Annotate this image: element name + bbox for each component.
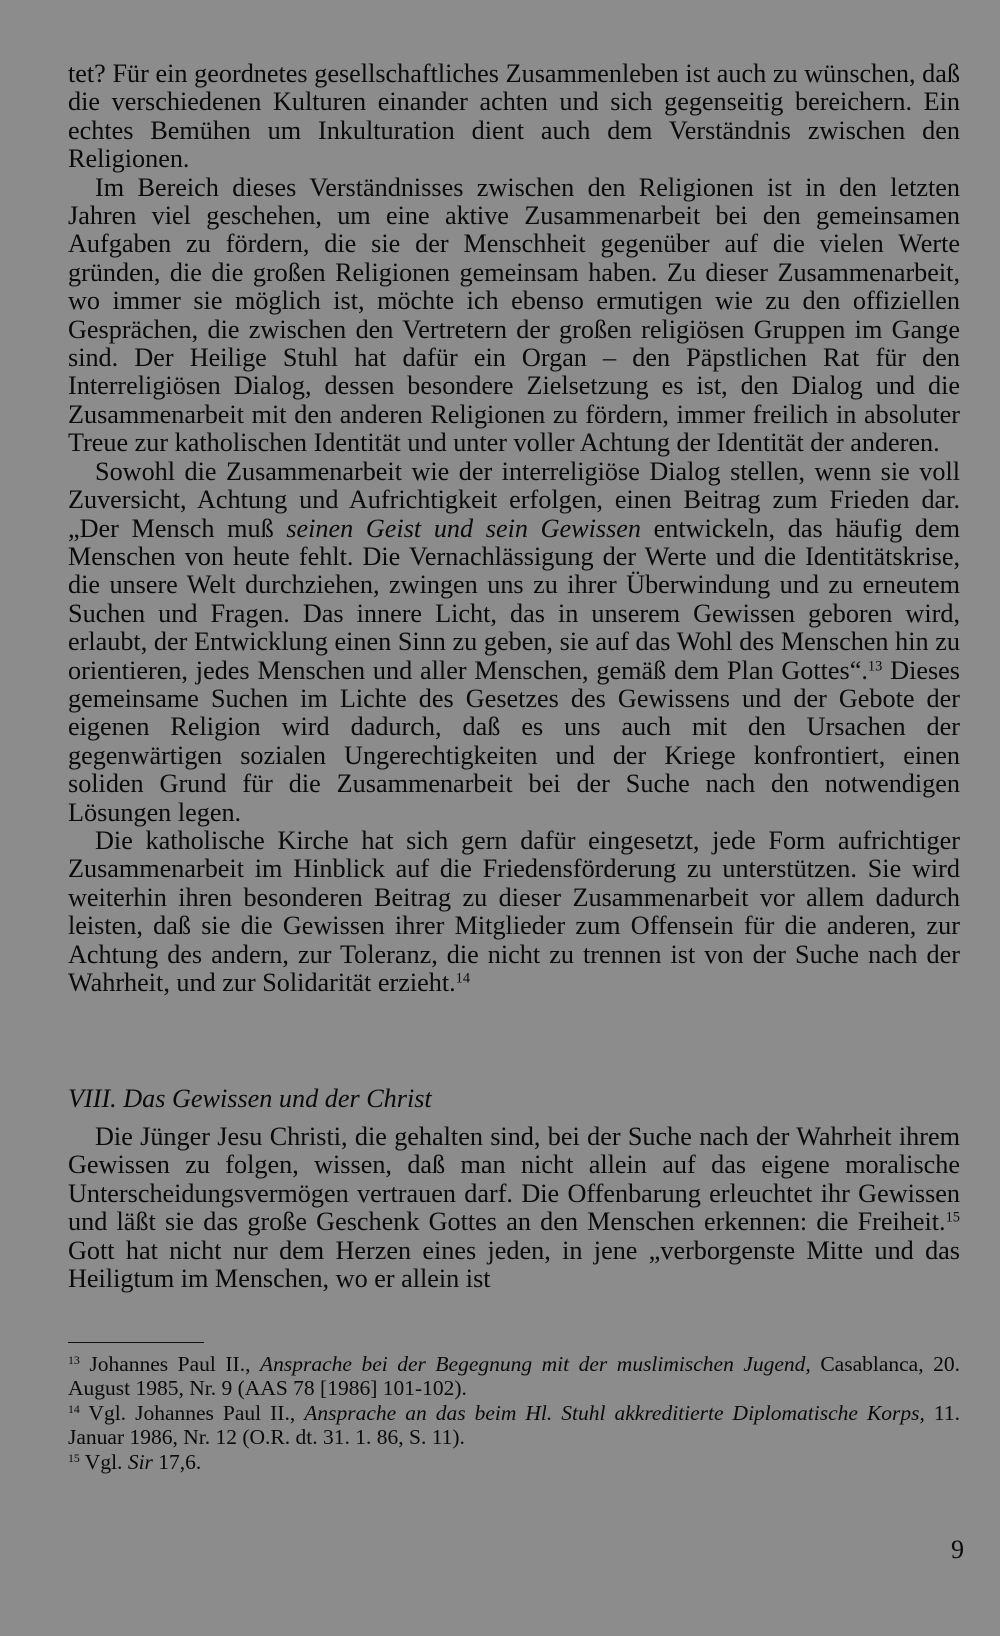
section-heading: VIII. Das Gewissen und der Christ <box>68 1084 432 1113</box>
footnote-marker: 14 <box>455 970 471 987</box>
footnote <box>68 1352 960 1401</box>
footnotes <box>68 1352 960 1474</box>
text-run: Vgl. <box>79 1449 128 1474</box>
paragraph <box>68 827 960 997</box>
section-body <box>68 1123 960 1293</box>
paragraph <box>68 1123 960 1293</box>
text-run: Dieses gemeinsame Suchen im Lichte des Gesetzes des Gewissens und der Gebote der eigenen Religion wird dadurch, daß es uns auch mit den Ursachen der gegenwärtigen sozialen Ungerechtigkeiten und der Kriege konfrontiert, einen soliden Grund für die Zusammenarbeit bei der Suche nach den notwendigen Lösungen legen. <box>68 655 960 827</box>
text-run: Sowohl die Zusammenarbeit wie der interreligiöse Dialog stellen, wenn sie voll Zuversicht, Achtung und Aufrichtigkeit erfolgen, einen Beitrag zum Frieden dar. „Der Mensch muß <box>68 456 960 543</box>
text-run: 11. Januar 1986, Nr. 12 (O.R. dt. 31. 1. 86, S. 11). <box>68 1400 961 1450</box>
footnote-divider <box>68 1342 204 1343</box>
text-run: Johannes Paul II., <box>79 1352 260 1376</box>
page-number: 9 <box>951 1535 964 1564</box>
text-run: Gott hat nicht nur dem Herzen eines jeden, in jene „verborgenste Mitte und das Heiligtum im Menschen, wo er allein ist <box>68 1235 960 1294</box>
paragraph <box>68 60 960 174</box>
paragraph <box>68 458 960 827</box>
italic-text: seinen Geist und sein Gewissen <box>286 513 641 543</box>
text-run: Die katholische Kirche hat sich gern dafür eingesetzt, jede Form aufrichtiger Zusammenarbeit im Hinblick auf die Friedensförderung zu unterstützen. Sie wird weiterhin ihren besonderen Beitrag zu dieser Zusammenarbeit vor allem dadurch leisten, daß sie die Gewissen ihrer Mitglieder zum Offensein für die anderen, zur Achtung des andern, zur Toleranz, die nicht zu trennen ist von der Suche nach der Wahrheit, und zur Solidarität erzieht. <box>68 825 960 997</box>
footnote <box>68 1450 960 1474</box>
italic-text: Ansprache bei der Begegnung mit der muslimischen Jugend, <box>259 1352 811 1376</box>
footnote-marker: 13 <box>68 1352 80 1367</box>
footnote <box>68 1401 960 1450</box>
footnote-marker: 13 <box>867 657 883 674</box>
text-run: 17,6. <box>152 1449 202 1474</box>
text-run: Casablanca, 20. August 1985, Nr. 9 (AAS 78 [1986] 101-102). <box>68 1352 960 1401</box>
body-text <box>68 60 960 997</box>
footnote-marker: 15 <box>68 1450 80 1465</box>
paragraph <box>68 174 960 458</box>
text-run: Im Bereich dieses Verständnisses zwischen den Religionen ist in den letzten Jahren viel geschehen, um eine aktive Zusammenarbeit bei den gemeinsamen Aufgaben zu fördern, die sie der Menschheit gegenüber auf die vielen Werte gründen, die die großen Religionen gemeinsam haben. Zu dieser Zusammenarbeit, wo immer sie möglich ist, möchte ich ebenso ermutigen wie zu den offiziellen Gesprächen, die zwischen den Vertretern der großen religiösen Gruppen im Gange sind. Der Heilige Stuhl hat dafür ein Organ – den Päpstlichen Rat für den Interreligiösen Dialog, dessen besondere Zielsetzung es ist, den Dialog und die Zusammenarbeit mit den anderen Religionen zu fördern, immer freilich in absoluter Treue zur katholischen Identität und unter voller Achtung der Identität der anderen. <box>68 172 960 458</box>
italic-text: Ansprache an das beim Hl. Stuhl akkreditierte Diplomatische Korps, <box>304 1400 925 1425</box>
text-run: entwickeln, das häufig dem Menschen von heute fehlt. Die Vernachlässigung der Werte und die Identitätskrise, die unsere Welt durchziehen, zwingen uns zu ihrer Überwindung und zu erneutem Suchen und Fragen. Das innere Licht, das in unserem Gewissen geboren wird, erlaubt, der Entwicklung einen Sinn zu geben, sie auf das Wohl des Menschen hin zu orientieren, jedes Menschen und aller Menschen, gemäß dem Plan Gottes“. <box>68 513 960 685</box>
italic-text: Sir <box>127 1449 153 1474</box>
text-run: Die Jünger Jesu Christi, die gehalten sind, bei der Suche nach der Wahrheit ihrem Gewissen zu folgen, wissen, daß man nicht allein auf das eigene moralische Unterscheidungsvermögen vertrauen darf. Die Offenbarung erleuchtet ihr Gewissen und läßt sie das große Geschenk Gottes an den Menschen erkennen: die Freiheit. <box>68 1122 960 1237</box>
text-run: Vgl. Johannes Paul II., <box>79 1400 305 1425</box>
footnote-marker: 15 <box>945 1209 960 1226</box>
text-run: tet? Für ein geordnetes gesellschaftliches Zusammenleben ist auch zu wünschen, daß die verschiedenen Kulturen einander achten und sich gegenseitig bereichern. Ein echtes Bemühen um Inkulturation dient auch dem Verständnis zwischen den Religionen. <box>68 59 960 174</box>
footnote-marker: 14 <box>68 1401 80 1416</box>
